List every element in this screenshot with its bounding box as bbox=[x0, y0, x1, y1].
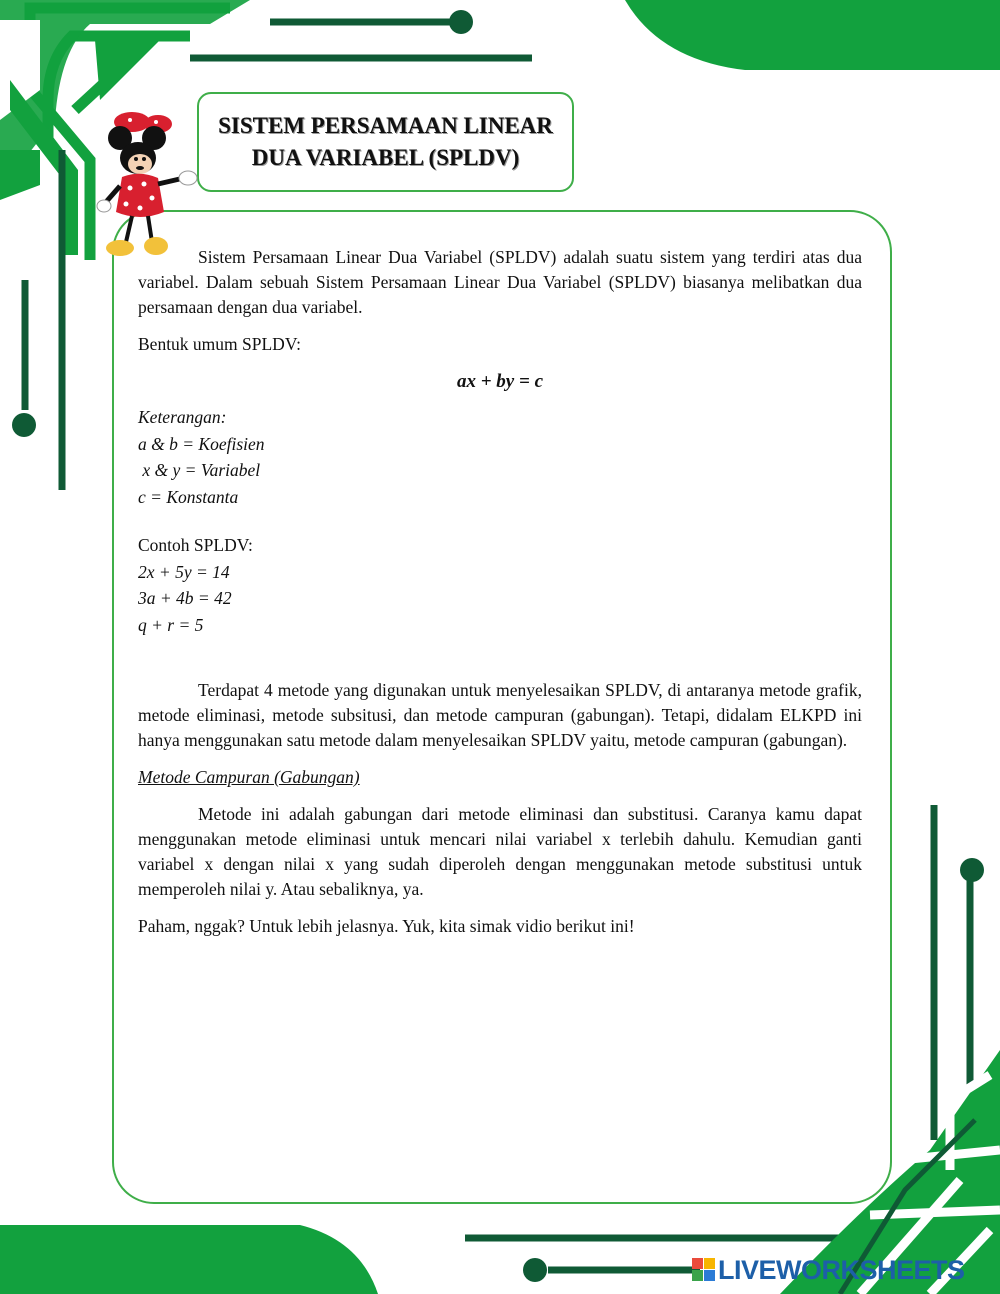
intro-paragraph: Sistem Persamaan Linear Dua Variabel (SPLDV) adalah suatu sistem yang terdiri atas dua variabel. Dalam sebuah Sistem Persamaan Linear Dua Variabel (SPLDV) biasanya melibatkan dua persamaan dengan dua variabel. bbox=[138, 247, 862, 317]
logo-icon bbox=[692, 1258, 716, 1282]
general-form-label: Bentuk umum SPLDV: bbox=[138, 334, 302, 354]
example-equation: 2x + 5y = 14 bbox=[138, 561, 230, 582]
general-form-equation: ax + by = c bbox=[456, 371, 544, 392]
example-equation: 3a + 4b = 42 bbox=[138, 588, 232, 608]
content-body bbox=[138, 245, 862, 939]
liveworksheets-logo bbox=[692, 1256, 965, 1284]
title-line-2: DUA VARIABEL (SPLDV) bbox=[251, 145, 520, 170]
examples-heading: Contoh SPLDV: bbox=[138, 535, 253, 555]
logo-wordmark: LIVEWORKSHEETS bbox=[718, 1254, 965, 1285]
legend-item: c = Konstanta bbox=[138, 486, 239, 507]
title-line-1: SISTEM PERSAMAAN LINEAR bbox=[218, 113, 553, 138]
methods-paragraph: Terdapat 4 metode yang digunakan untuk menyelesaikan SPLDV, di antaranya metode grafik, metode eliminasi, metode subsitusi, dan metode campuran (gabungan). Tetapi, didalam ELKPD ini hanya menggunakan satu metode dalam menyelesaikan SPLDV yaitu, metode campuran (gabungan). bbox=[138, 680, 862, 750]
legend-item: a & b = Koefisien bbox=[138, 433, 265, 454]
mixed-method-heading: Metode Campuran (Gabungan) bbox=[138, 767, 360, 787]
legend-item: x & y = Variabel bbox=[138, 460, 261, 480]
legend-heading: Keterangan: bbox=[138, 407, 227, 427]
closing-text: Paham, nggak? Untuk lebih jelasnya. Yuk, kita simak vidio berikut ini! bbox=[138, 916, 635, 936]
mascot-illustration bbox=[92, 112, 200, 267]
mixed-method-paragraph: Metode ini adalah gabungan dari metode eliminasi dan substitusi. Caranya kamu dapat menggunakan metode eliminasi untuk mencari nilai variabel x terlebih dahulu. Kemudian ganti variabel x dengan nilai x yang sudah diperoleh dengan menggunakan metode substitusi untuk memperoleh nilai y. Atau sebaliknya, ya. bbox=[138, 804, 862, 899]
example-equation: q + r = 5 bbox=[138, 614, 204, 635]
title-box bbox=[197, 92, 574, 192]
